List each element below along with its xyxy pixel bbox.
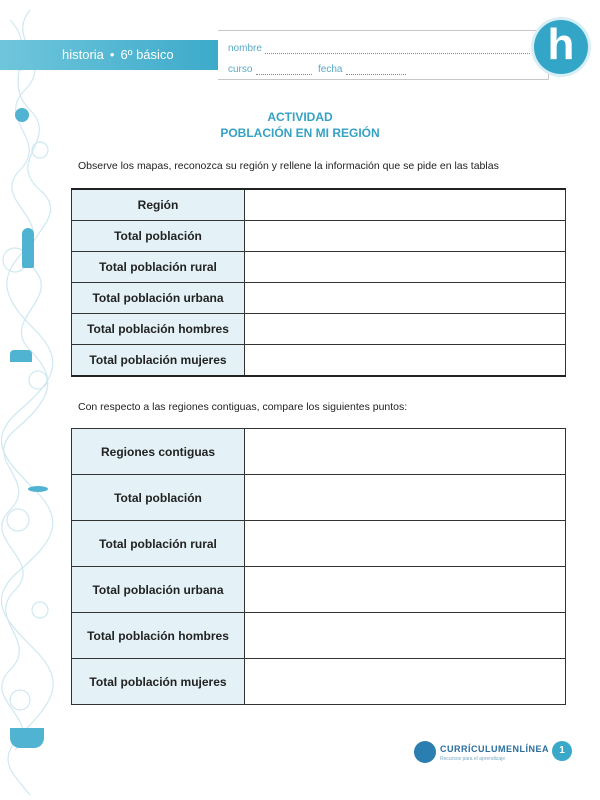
name-field[interactable] <box>265 53 530 54</box>
row-label: Total población <box>72 475 245 521</box>
answer-cell[interactable] <box>245 345 566 377</box>
answer-cell[interactable] <box>245 567 566 613</box>
row-label: Total población <box>72 221 245 252</box>
logo-h: h <box>534 20 588 74</box>
row-label: Región <box>72 189 245 221</box>
answer-cell[interactable] <box>245 429 566 475</box>
course-label: curso <box>228 64 253 75</box>
table-row <box>72 475 566 521</box>
table-row <box>72 189 566 221</box>
table-row <box>72 252 566 283</box>
table-row <box>72 567 566 613</box>
row-label: Total población hombres <box>72 314 245 345</box>
row-label: Total población mujeres <box>72 345 245 377</box>
row-label: Total población rural <box>72 521 245 567</box>
answer-cell[interactable] <box>245 613 566 659</box>
table-row <box>72 314 566 345</box>
date-field[interactable] <box>346 74 406 75</box>
row-label: Total población urbana <box>72 567 245 613</box>
footer-brand: CURRÍCULUMENLÍNEA <box>440 744 549 754</box>
region-table <box>71 188 566 377</box>
answer-cell[interactable] <box>245 314 566 345</box>
instruction-second: Con respecto a las regiones contiguas, compare los siguientes puntos: <box>78 401 408 413</box>
page-number: 1 <box>552 741 572 761</box>
grade-label: 6º básico <box>120 47 174 62</box>
curriculum-logo-icon <box>414 741 436 763</box>
answer-cell[interactable] <box>245 189 566 221</box>
separator-dot: • <box>109 47 115 62</box>
student-info-box <box>218 30 549 80</box>
answer-cell[interactable] <box>245 659 566 705</box>
row-label: Total población mujeres <box>72 659 245 705</box>
table-row <box>72 521 566 567</box>
subject-heading <box>62 47 174 62</box>
table-row <box>72 283 566 314</box>
table-row <box>72 613 566 659</box>
table-row <box>72 659 566 705</box>
name-label: nombre <box>228 43 262 54</box>
table-row <box>72 221 566 252</box>
ship-icon <box>10 728 44 748</box>
answer-cell[interactable] <box>245 521 566 567</box>
contiguous-regions-table <box>71 428 566 705</box>
table-row <box>72 429 566 475</box>
explorer-figure-icon <box>22 228 34 268</box>
row-label: Total población rural <box>72 252 245 283</box>
answer-cell[interactable] <box>245 283 566 314</box>
date-label: fecha <box>318 64 343 75</box>
instruction-first: Observe los mapas, reconozca su región y rellene la información que se pide en las tablas <box>78 160 499 172</box>
subject-label: historia <box>62 47 104 62</box>
footer-tagline: Recursos para el aprendizaje <box>440 756 506 762</box>
activity-subtitle: POBLACIÓN EN MI REGIÓN <box>220 126 380 140</box>
table-row <box>72 345 566 377</box>
answer-cell[interactable] <box>245 475 566 521</box>
row-label: Total población hombres <box>72 613 245 659</box>
activity-title: ACTIVIDAD <box>267 110 333 124</box>
row-label: Regiones contiguas <box>72 429 245 475</box>
answer-cell[interactable] <box>245 252 566 283</box>
course-field[interactable] <box>256 74 312 75</box>
bird-icon <box>28 486 48 492</box>
crown-icon <box>10 350 32 362</box>
answer-cell[interactable] <box>245 221 566 252</box>
row-label: Total población urbana <box>72 283 245 314</box>
